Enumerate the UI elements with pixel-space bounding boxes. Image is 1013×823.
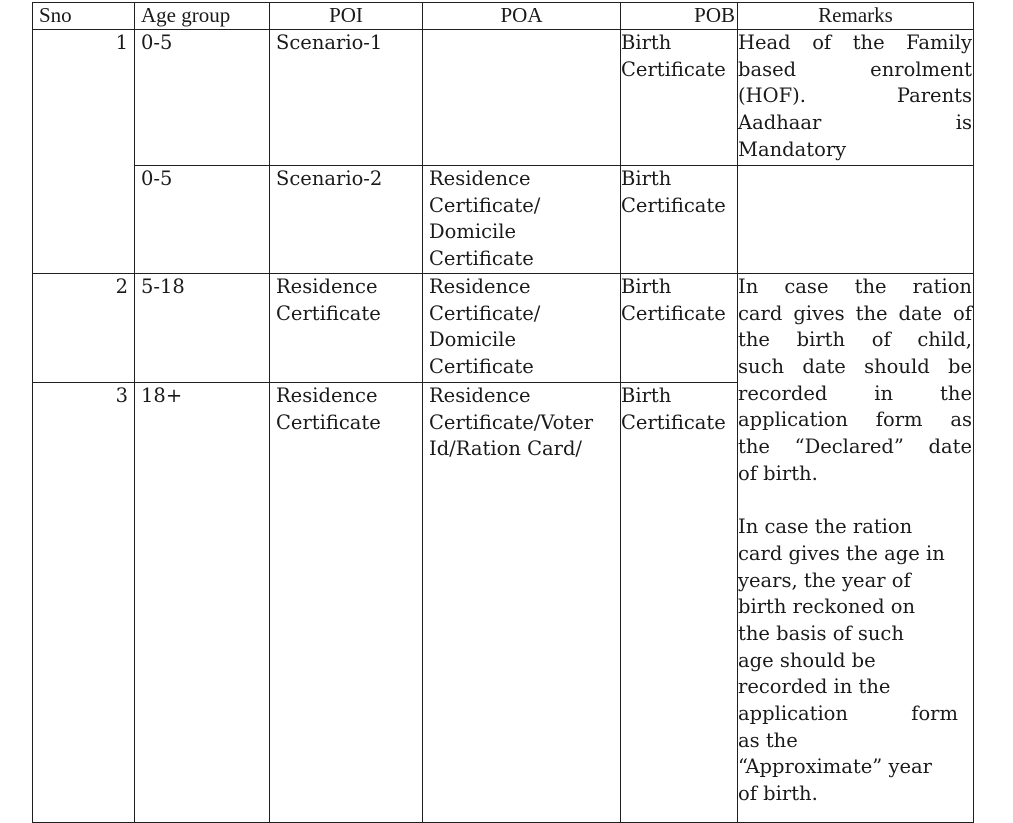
remarks-line: In case the ration: [738, 274, 972, 298]
remarks-line: the “Declared” date: [738, 435, 972, 459]
poa-line: Certificate/: [429, 193, 541, 217]
poi-line: Certificate: [276, 410, 381, 434]
remarks-line: “Approximate” year: [738, 755, 932, 779]
cell-sno: [33, 166, 135, 274]
poa-line: Residence: [429, 274, 531, 298]
header-remarks: Remarks: [738, 3, 974, 30]
cell-poa: [423, 166, 621, 274]
poa-line: Domicile: [429, 220, 517, 244]
remarks-line: card gives the date of: [738, 301, 972, 325]
remarks-line: (HOF). Parents: [738, 84, 972, 108]
cell-remarks-empty: [738, 166, 974, 274]
poa-line: Domicile: [429, 328, 517, 352]
pob-line: Certificate: [621, 57, 726, 81]
cell-poa: [423, 273, 621, 382]
poa-line: Residence: [429, 167, 531, 190]
cell-poi: Scenario-1: [270, 30, 423, 166]
header-age-group: Age group: [135, 3, 270, 30]
cell-poi: Scenario-2: [270, 166, 423, 274]
poa-line: Id/Ration Card/: [429, 437, 583, 461]
remarks-line: application form as: [738, 408, 972, 432]
remarks-line: birth reckoned on: [738, 595, 916, 619]
header-pob: POB: [621, 3, 738, 30]
cell-pob: [621, 30, 738, 166]
table-row: [33, 166, 974, 274]
remarks-line: of birth.: [738, 461, 818, 485]
remarks-line: Aadhaar is: [738, 111, 972, 135]
paragraph-gap: [738, 487, 972, 514]
remarks-line: years, the year of: [738, 568, 911, 592]
cell-poi: [270, 273, 423, 382]
remarks-line: the basis of such: [738, 621, 904, 645]
document-table: [32, 2, 974, 823]
pob-line: Birth: [621, 31, 672, 54]
poa-line: Certificate/: [429, 301, 541, 325]
pob-line: Birth: [621, 167, 672, 190]
pob-line: Certificate: [621, 193, 726, 217]
table-row: [33, 273, 974, 382]
remarks-line: based enrolment: [738, 57, 972, 81]
poa-line: Certificate/Voter: [429, 410, 594, 434]
header-sno: Sno: [33, 3, 135, 30]
cell-poa: [423, 30, 621, 166]
header-poa: POA: [423, 3, 621, 30]
remarks-line: In case the ration: [738, 515, 913, 539]
cell-age-group: 18+: [135, 382, 270, 822]
pob-line: Certificate: [621, 301, 726, 325]
cell-pob: [621, 382, 738, 822]
cell-remarks-shared: [738, 273, 974, 822]
poa-line: Residence: [429, 383, 531, 407]
cell-pob: [621, 166, 738, 274]
cell-age-group: 0-5: [135, 30, 270, 166]
cell-sno: 3: [33, 382, 135, 822]
cell-poi: [270, 382, 423, 822]
remarks-line: Mandatory: [738, 137, 847, 161]
cell-pob: [621, 273, 738, 382]
pob-line: Certificate: [621, 410, 726, 434]
poi-line: Residence: [276, 274, 378, 298]
poa-line: Certificate: [429, 354, 534, 378]
remarks-line: as the: [738, 728, 798, 752]
header-poi: POI: [270, 3, 423, 30]
cell-sno: [33, 30, 135, 166]
table-row: [33, 30, 974, 166]
pob-line: Birth: [621, 274, 672, 298]
header-row: [33, 3, 974, 30]
remarks-line: recorded in the: [738, 675, 891, 699]
sno-value: 1: [115, 31, 128, 54]
remarks-line: such date should be: [738, 354, 972, 378]
cell-poa: [423, 382, 621, 822]
cell-age-group: 0-5: [135, 166, 270, 274]
remarks-line: age should be: [738, 648, 876, 672]
pob-line: Birth: [621, 383, 672, 407]
poa-line: Certificate: [429, 247, 534, 271]
cell-sno: 2: [33, 273, 135, 382]
remarks-line: card gives the age in: [738, 541, 945, 565]
remarks-line: application form: [738, 702, 958, 726]
cell-age-group: 5-18: [135, 273, 270, 382]
remarks-line: the birth of child,: [738, 328, 972, 352]
remarks-line: recorded in the: [738, 381, 972, 405]
poi-line: Residence: [276, 383, 378, 407]
remarks-line: of birth.: [738, 782, 818, 806]
remarks-line: Head of the Family: [738, 31, 972, 54]
poi-line: Certificate: [276, 301, 381, 325]
cell-remarks: [738, 30, 974, 166]
